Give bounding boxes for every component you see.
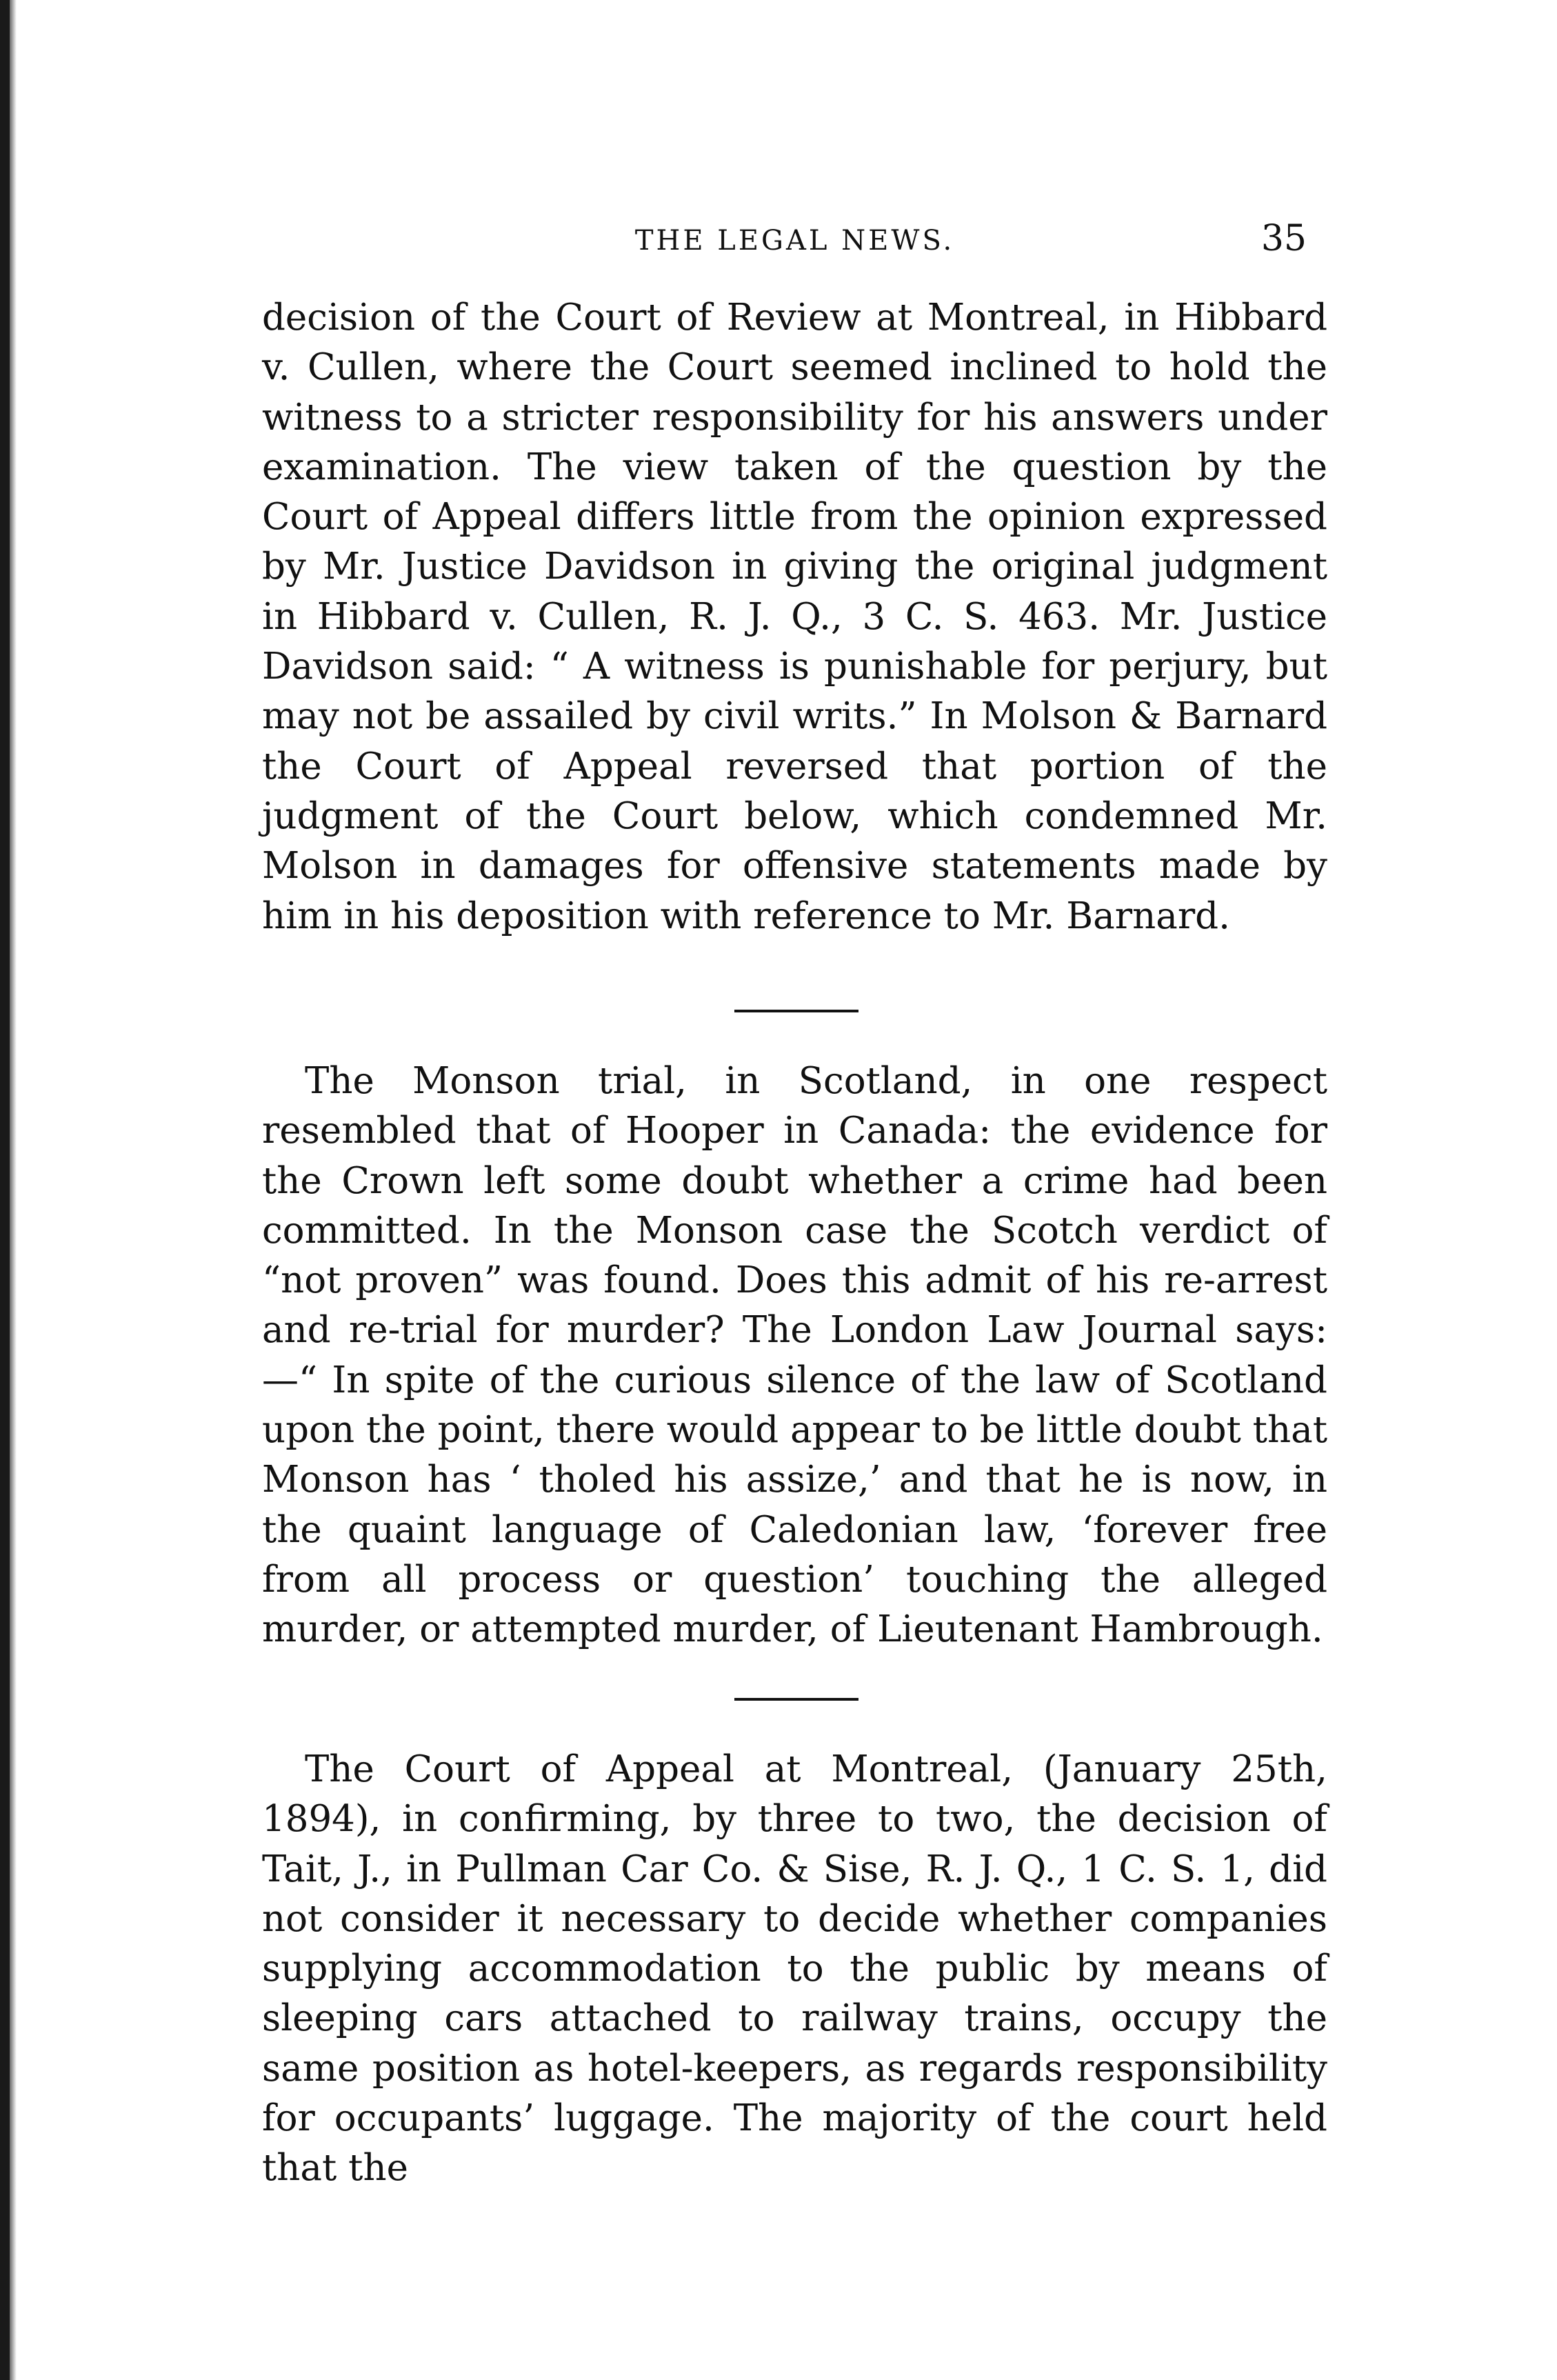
page-binding-edge bbox=[0, 0, 10, 2380]
page-binding-shadow bbox=[10, 0, 17, 2380]
page-number: 35 bbox=[1260, 218, 1307, 259]
article-monson-trial bbox=[262, 1057, 1327, 1655]
article-pullman-car bbox=[262, 1745, 1327, 2194]
paragraph-pullman-car: The Court of Appeal at Montreal, (January 25th, 1894), in confirming, by three to two, the decision of Tait, J., in Pullman Car Co. & Sise, R. J. Q., 1 C. S. 1, did not consider it necessary to decide whether companies supplying accommodation to the public by means of sleeping cars attached to railway trains, occupy the same position as hotel-keepers, as regards responsibility for occupants’ luggage. The majority of the court held that the bbox=[262, 1748, 1327, 2190]
running-title: THE LEGAL NEWS. bbox=[634, 225, 955, 257]
section-divider bbox=[734, 1698, 858, 1701]
section-divider bbox=[734, 1010, 858, 1012]
article-continuation bbox=[262, 293, 1327, 941]
paragraph-hibbard-cullen: decision of the Court of Review at Montreal, in Hibbard v. Cullen, where the Court seemed inclined to hold the witness to a stricter responsibility for his answers under examination. The view taken of the question by the Court of Appeal differs little from the opinion expressed by Mr. Justice Davidson in giving the original judgment in Hibbard v. Cullen, R. J. Q., 3 C. S. 463. Mr. Justice Davidson said: “ A witness is punishable for perjury, but may not be assailed by civil writs.” In Molson & Barnard the Court of Appeal reversed that portion of the judgment of the Court below, which condemned Mr. Molson in damages for offensive statements made by him in his deposition with reference to Mr. Barnard. bbox=[262, 297, 1327, 937]
page-header bbox=[262, 212, 1327, 268]
paragraph-monson-trial: The Monson trial, in Scotland, in one respect resembled that of Hooper in Canada: the evidence for the Crown left some doubt whether a crime had been committed. In the Monson case the Scotch verdict of “not proven” was found. Does this admit of his re-arrest and re-trial for murder? The London Law Journal says:—“ In spite of the curious silence of the law of Scotland upon the point, there would appear to be little doubt that Monson has ‘ tholed his assize,’ and that he is now, in the quaint language of Caledonian law, ‘forever free from all process or question’ touching the alleged murder, or attempted murder, of Lieutenant Hambrough. bbox=[262, 1060, 1327, 1651]
